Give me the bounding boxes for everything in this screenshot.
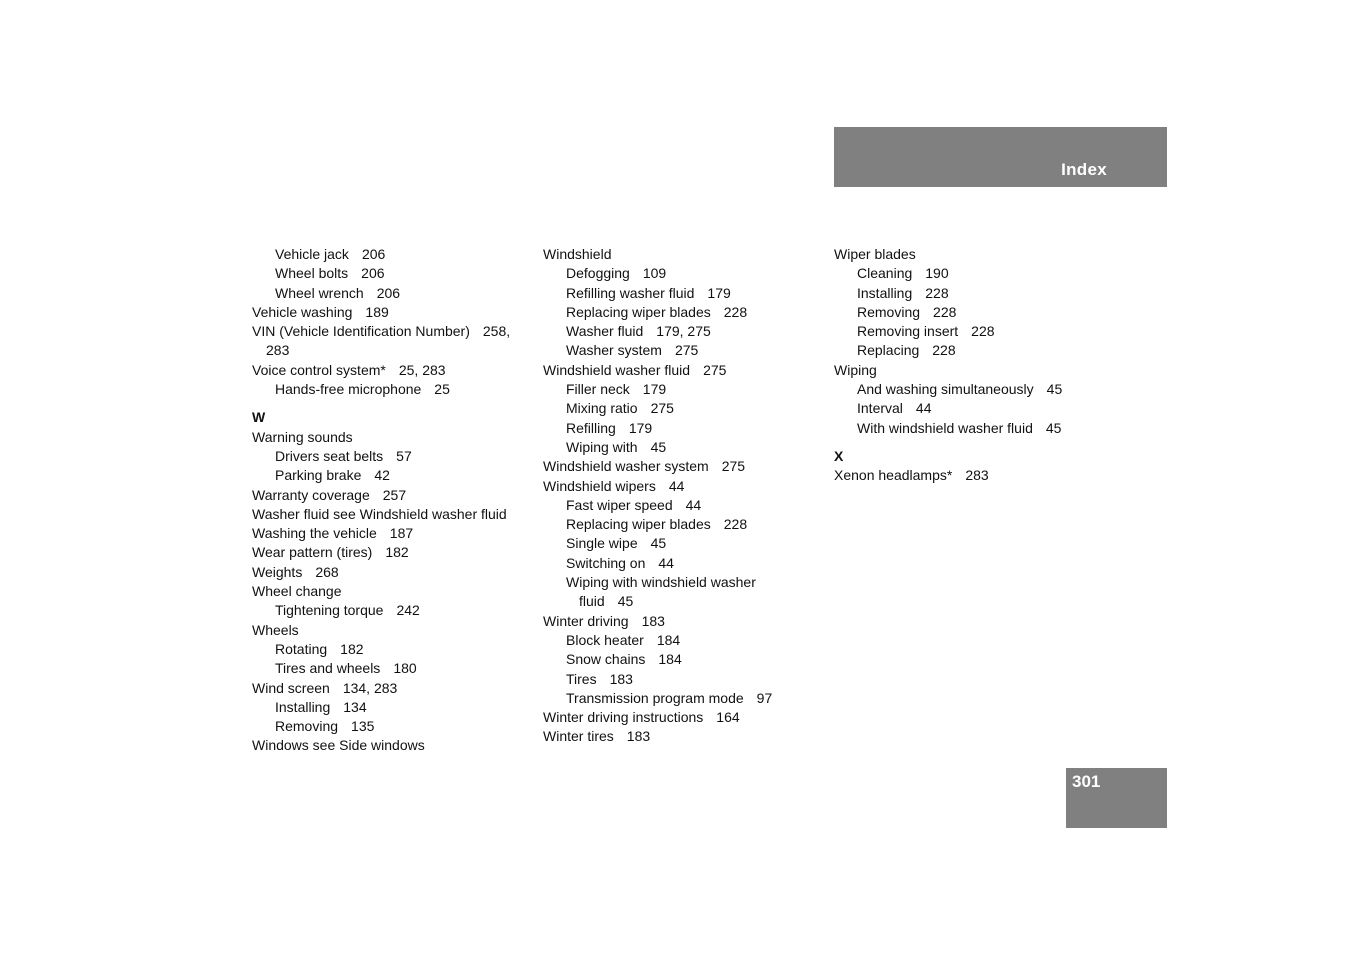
index-term: Mixing ratio bbox=[566, 400, 638, 417]
index-subentry bbox=[252, 640, 532, 659]
index-term: Wheel bolts bbox=[275, 265, 349, 282]
index-page-ref: 183 bbox=[641, 612, 665, 629]
index-term: Wiping with bbox=[566, 438, 638, 455]
index-term: Windshield washer fluid bbox=[543, 361, 691, 378]
index-subentry bbox=[252, 601, 532, 620]
index-term: Drivers seat belts bbox=[275, 447, 384, 464]
index-subentry bbox=[543, 438, 813, 457]
index-term: Tires and wheels bbox=[275, 660, 381, 677]
index-subentry bbox=[834, 380, 1134, 399]
index-term: Replacing wiper blades bbox=[566, 303, 711, 320]
index-entry bbox=[252, 582, 532, 601]
index-subentry bbox=[543, 534, 813, 553]
index-term: Vehicle washing bbox=[252, 303, 353, 320]
index-entry bbox=[252, 679, 532, 698]
index-page-ref: 242 bbox=[396, 602, 420, 619]
index-page-ref: 187 bbox=[389, 525, 414, 542]
index-term: Wheel change bbox=[252, 583, 342, 600]
index-subentry bbox=[543, 322, 813, 341]
index-term: Vehicle jack bbox=[275, 246, 349, 262]
index-page-ref: 44 bbox=[668, 477, 685, 494]
index-subentry bbox=[252, 245, 532, 264]
index-page-ref: 179 bbox=[642, 381, 667, 398]
index-term: Block heater bbox=[566, 631, 644, 648]
index-term: Refilling bbox=[566, 419, 616, 436]
index-term: Windshield bbox=[543, 246, 612, 262]
index-entry bbox=[834, 466, 1134, 485]
index-subentry bbox=[252, 466, 532, 485]
index-term: Removing insert bbox=[857, 323, 959, 340]
index-page-ref: 183 bbox=[609, 670, 633, 687]
index-subentry bbox=[543, 631, 813, 650]
index-subentry bbox=[543, 399, 813, 418]
index-term: And washing simultaneously bbox=[857, 381, 1034, 398]
index-entry bbox=[252, 563, 532, 582]
index-subentry bbox=[252, 698, 532, 717]
index-page-ref: 184 bbox=[656, 631, 681, 648]
index-term: Parking brake bbox=[275, 467, 362, 484]
index-subentry bbox=[543, 284, 813, 303]
index-subentry bbox=[543, 419, 813, 438]
index-term: Washing the vehicle bbox=[252, 525, 377, 542]
index-term: Wheel wrench bbox=[275, 284, 364, 301]
index-term: fluid bbox=[579, 593, 605, 610]
index-page-ref: 180 bbox=[393, 660, 417, 677]
index-page-ref: 182 bbox=[340, 640, 364, 657]
index-subentry bbox=[543, 515, 813, 534]
index-entry bbox=[252, 428, 532, 447]
index-page-ref: 134 bbox=[343, 698, 367, 715]
index-subentry bbox=[252, 659, 532, 678]
index-entry-continuation bbox=[543, 592, 813, 611]
index-page-ref: 228 bbox=[723, 303, 748, 320]
index-page-ref: 164 bbox=[716, 709, 740, 726]
index-subentry bbox=[252, 284, 532, 303]
index-term: Wiping with windshield washer bbox=[566, 574, 756, 591]
index-page-ref: 42 bbox=[374, 467, 390, 484]
index-term: Wear pattern (tires) bbox=[252, 544, 373, 561]
index-page-ref: 135 bbox=[351, 718, 375, 735]
index-page-ref: 228 bbox=[925, 284, 949, 301]
index-page-ref: 275 bbox=[674, 342, 699, 359]
index-page-ref: 45 bbox=[650, 438, 667, 455]
index-term: Interval bbox=[857, 400, 903, 417]
index-entry bbox=[252, 524, 532, 543]
index-page-ref: 228 bbox=[723, 516, 748, 533]
index-page-ref: 268 bbox=[315, 563, 339, 580]
index-entry bbox=[834, 361, 1134, 380]
index-term: Washer fluid see Windshield washer fluid bbox=[252, 505, 507, 522]
index-subentry bbox=[834, 284, 1134, 303]
index-term: Removing bbox=[857, 303, 921, 320]
index-term: Installing bbox=[275, 698, 331, 715]
index-subentry bbox=[543, 341, 813, 360]
index-term: Voice control system* bbox=[252, 361, 386, 378]
index-entry bbox=[543, 245, 813, 264]
index-term: Snow chains bbox=[566, 651, 646, 668]
index-page-ref: 179 bbox=[628, 419, 653, 436]
index-page-ref: 275 bbox=[703, 361, 727, 378]
index-term: Transmission program mode bbox=[566, 689, 744, 706]
index-column-1 bbox=[252, 245, 532, 756]
index-page-ref: 206 bbox=[361, 246, 386, 262]
index-page-ref: 190 bbox=[925, 265, 949, 282]
index-page-ref: 44 bbox=[685, 496, 702, 513]
index-page-ref: 257 bbox=[382, 486, 407, 503]
index-subentry bbox=[543, 554, 813, 573]
index-page-ref: 206 bbox=[361, 265, 385, 282]
index-term: Installing bbox=[857, 284, 913, 301]
index-page-ref: 275 bbox=[721, 458, 746, 475]
index-page-ref: 179, 275 bbox=[656, 323, 711, 340]
index-page-ref: 206 bbox=[376, 284, 401, 301]
index-page-ref: 189 bbox=[365, 303, 389, 320]
index-page-ref: 275 bbox=[650, 400, 674, 417]
index-term: Warranty coverage bbox=[252, 486, 370, 503]
index-entry-continuation bbox=[252, 341, 532, 360]
index-page-ref: 183 bbox=[626, 728, 651, 745]
index-term: With windshield washer fluid bbox=[857, 419, 1033, 436]
index-page-ref: 25, 283 bbox=[398, 361, 446, 378]
index-term: 283 bbox=[266, 342, 290, 359]
index-subentry bbox=[543, 496, 813, 515]
index-term: Winter tires bbox=[543, 728, 614, 745]
index-subentry bbox=[252, 264, 532, 283]
index-entry bbox=[543, 727, 813, 746]
index-subentry bbox=[834, 399, 1134, 418]
index-subentry bbox=[834, 341, 1134, 360]
index-column-3 bbox=[834, 245, 1134, 486]
index-entry bbox=[252, 736, 532, 755]
index-entry bbox=[252, 621, 532, 640]
index-term: Filler neck bbox=[566, 381, 630, 398]
index-entry bbox=[252, 543, 532, 562]
page-number-tab bbox=[1066, 768, 1167, 828]
index-term: Wind screen bbox=[252, 679, 330, 696]
index-subentry bbox=[543, 650, 813, 669]
index-letter-heading: X bbox=[834, 447, 844, 464]
index-subentry bbox=[543, 264, 813, 283]
index-subentry bbox=[252, 717, 532, 736]
index-term: Windows see Side windows bbox=[252, 737, 425, 754]
page-number: 301 bbox=[1072, 772, 1101, 791]
index-entry bbox=[543, 477, 813, 496]
index-term: Replacing bbox=[857, 342, 920, 359]
index-subentry bbox=[543, 573, 813, 592]
index-term: Wiper blades bbox=[834, 246, 916, 262]
index-page-ref: 134, 283 bbox=[342, 679, 398, 696]
index-page-ref: 45 bbox=[1046, 381, 1063, 398]
index-page-ref: 45 bbox=[617, 593, 634, 610]
index-entry bbox=[252, 303, 532, 322]
index-page-ref: 57 bbox=[396, 447, 412, 464]
index-page-ref: 228 bbox=[971, 323, 995, 340]
index-term: Windshield washer system bbox=[543, 458, 709, 475]
index-page-ref: 44 bbox=[658, 554, 674, 571]
index-page-ref: 97 bbox=[756, 689, 773, 706]
index-term: Rotating bbox=[275, 640, 328, 657]
index-entry bbox=[543, 708, 813, 727]
index-subentry bbox=[543, 380, 813, 399]
index-term: Winter driving bbox=[543, 612, 629, 629]
index-term: Fast wiper speed bbox=[566, 496, 673, 513]
index-term: Washer system bbox=[566, 342, 662, 359]
index-term: Single wipe bbox=[566, 535, 638, 552]
index-term: Windshield wipers bbox=[543, 477, 656, 494]
index-subentry bbox=[834, 264, 1134, 283]
index-term: Removing bbox=[275, 718, 339, 735]
index-term: Winter driving instructions bbox=[543, 709, 704, 726]
index-subentry bbox=[543, 689, 813, 708]
index-page-ref: 228 bbox=[933, 303, 957, 320]
index-term: Hands-free microphone bbox=[275, 381, 422, 398]
index-page-ref: 182 bbox=[385, 544, 409, 561]
index-term: Warning sounds bbox=[252, 428, 353, 445]
section-title: Index bbox=[1061, 160, 1107, 179]
section-header-tab bbox=[834, 127, 1167, 187]
index-subentry bbox=[252, 447, 532, 466]
index-entry bbox=[252, 505, 532, 524]
index-subentry bbox=[252, 380, 532, 399]
index-term: Weights bbox=[252, 563, 303, 580]
index-term: VIN (Vehicle Identification Number) bbox=[252, 323, 470, 340]
index-page-ref: 25 bbox=[434, 381, 450, 398]
index-subentry bbox=[834, 419, 1134, 438]
index-page-ref: 258, bbox=[482, 323, 511, 340]
index-page-ref: 283 bbox=[965, 467, 989, 484]
index-page-ref: 179 bbox=[707, 284, 731, 301]
index-subentry bbox=[834, 303, 1134, 322]
index-page-ref: 184 bbox=[658, 651, 682, 668]
index-subentry bbox=[543, 303, 813, 322]
index-entry bbox=[543, 612, 813, 631]
index-term: Switching on bbox=[566, 554, 646, 571]
index-term: Tightening torque bbox=[275, 602, 384, 619]
index-page-ref: 44 bbox=[915, 400, 932, 417]
index-column-2 bbox=[543, 245, 813, 747]
index-term: Xenon headlamps* bbox=[834, 467, 953, 484]
index-subentry bbox=[543, 670, 813, 689]
index-subentry bbox=[834, 322, 1134, 341]
index-entry bbox=[543, 457, 813, 476]
index-term: Washer fluid bbox=[566, 323, 644, 340]
index-entry bbox=[252, 486, 532, 505]
index-entry bbox=[252, 322, 532, 341]
index-letter-heading: W bbox=[252, 409, 266, 426]
index-term: Tires bbox=[566, 670, 597, 687]
index-term: Wiping bbox=[834, 361, 877, 378]
index-term: Refilling washer fluid bbox=[566, 284, 695, 301]
index-page-ref: 45 bbox=[1045, 419, 1062, 436]
index-term: Defogging bbox=[566, 265, 630, 282]
index-term: Wheels bbox=[252, 621, 299, 638]
index-entry bbox=[834, 245, 1134, 264]
index-entry bbox=[252, 361, 532, 380]
index-term: Replacing wiper blades bbox=[566, 516, 711, 533]
index-page-ref: 109 bbox=[642, 265, 667, 282]
index-page-ref: 228 bbox=[932, 342, 956, 359]
index-term: Cleaning bbox=[857, 265, 913, 282]
index-page-ref: 45 bbox=[650, 535, 667, 552]
index-entry bbox=[543, 361, 813, 380]
